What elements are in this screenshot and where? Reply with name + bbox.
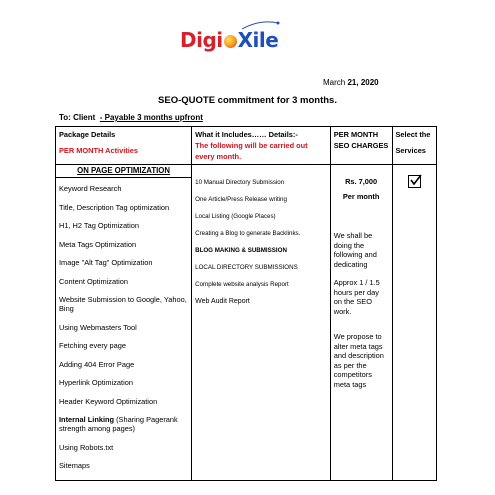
- include-item: One Article/Press Release writing: [195, 196, 287, 203]
- document-date: [323, 78, 379, 87]
- package-item: Meta Tags Optimization: [59, 239, 137, 249]
- includes-header-label: What it Includes…… Details:-: [195, 130, 298, 139]
- price-period: Per month: [342, 191, 380, 201]
- select-header-label: Select the: [395, 130, 431, 139]
- quote-table: [55, 126, 437, 481]
- package-column: [56, 165, 192, 481]
- include-item: Creating a Blog to generate Backlinks.: [195, 230, 301, 237]
- include-item: BLOG MAKING & SUBMISSION: [195, 247, 287, 254]
- includes-column: [192, 165, 331, 481]
- charges-note-1: We shall be doing the following and dedicating: [333, 231, 377, 269]
- logo-part-1: Digi: [180, 28, 223, 52]
- package-item: Title, Description Tag optimization: [59, 202, 170, 212]
- checkmark-icon: [409, 174, 422, 187]
- package-item: Website Submission to Google, Yahoo, Bing: [59, 295, 187, 313]
- include-item: Local Listing (Google Places): [195, 213, 276, 220]
- internal-linking-detail: (Sharing Pagerank strength among pages): [59, 415, 178, 433]
- package-item: Keyword Research: [59, 184, 122, 193]
- package-header-label: Package Details: [59, 130, 116, 139]
- page-title: SEO-QUOTE commitment for 3 months.: [158, 95, 337, 106]
- service-checkbox[interactable]: [408, 175, 421, 188]
- payment-terms: - Payable 3 months upfront: [99, 113, 203, 122]
- header-row: [56, 127, 437, 165]
- content-row: [56, 165, 437, 481]
- include-item: 10 Manual Directory Submission: [195, 179, 285, 186]
- date-day-year: 21, 2020: [347, 78, 379, 87]
- logo-swoosh-icon: [240, 19, 280, 31]
- package-item: Fetching every page: [59, 341, 126, 350]
- include-item: LOCAL DIRECTORY SUBMISSIONS: [195, 264, 298, 271]
- header-charges: PER MONTH SEO CHARGES: [330, 127, 392, 165]
- package-item: Hyperlink Optimization: [59, 378, 133, 387]
- charges-note-3: We propose to alter meta tags and description as per the competitors meta tags: [333, 332, 384, 389]
- select-header-sub: Services: [395, 146, 426, 155]
- package-item: Header Keyword Optimization: [59, 396, 158, 406]
- date-month: March: [323, 78, 346, 87]
- package-list: [56, 178, 191, 470]
- header-includes: [192, 127, 331, 165]
- globe-icon: [224, 35, 237, 48]
- package-item-internal-linking: [59, 415, 188, 433]
- include-item: Web Audit Report: [195, 298, 250, 305]
- package-header-sub: PER MONTH Activities: [59, 146, 138, 155]
- package-item: Using Robots.txt: [59, 442, 114, 452]
- header-select: [392, 127, 437, 165]
- package-item: Content Optimization: [59, 276, 129, 286]
- recipient-prefix: To: Client: [59, 113, 96, 122]
- includes-header-sub: The following will be carried out every month.: [195, 141, 308, 161]
- include-item: Complete website analysis Report: [195, 281, 289, 288]
- recipient-line: [59, 113, 203, 122]
- charges-note-2: Approx 1 / 1.5 hours per day on the SEO work.: [333, 278, 380, 316]
- charges-column: [330, 165, 392, 481]
- package-item: Sitemaps: [59, 461, 90, 470]
- package-item: Image "Alt Tag" Optimization: [59, 258, 153, 267]
- select-column: [392, 165, 437, 481]
- company-logo: [180, 28, 310, 52]
- header-package: [56, 127, 192, 165]
- package-item: Adding 404 Error Page: [59, 359, 135, 369]
- logo-part-2: Xile: [237, 28, 279, 52]
- internal-linking-label: Internal Linking: [59, 415, 115, 424]
- price: Rs. 7,000: [345, 177, 378, 186]
- package-item: H1, H2 Tag Optimization: [59, 221, 139, 230]
- package-item: Using Webmasters Tool: [59, 322, 137, 332]
- section-title: ON PAGE OPTIMIZATION: [56, 165, 191, 178]
